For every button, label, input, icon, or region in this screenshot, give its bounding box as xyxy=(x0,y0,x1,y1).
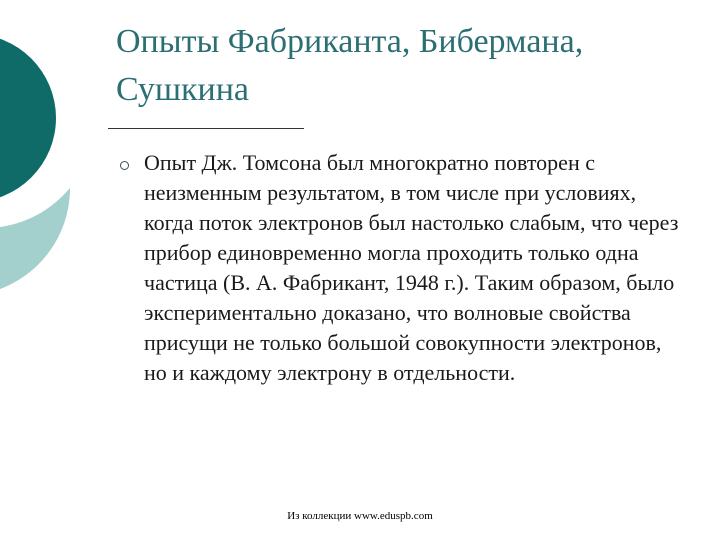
decorative-circles xyxy=(0,0,120,300)
footer-credit: Из коллекции www.eduspb.com xyxy=(287,510,433,522)
decorative-circles-graphic xyxy=(0,0,120,300)
bullet-item xyxy=(118,148,683,388)
bullet-list xyxy=(118,148,683,388)
title-divider xyxy=(108,128,304,129)
bullet-text: Опыт Дж. Томсона был многократно повторен с неизменным результатом, в том числе при условиях, когда поток электронов был настолько слабым, что через прибор единовременно могла проходить только одна частица (В. А. Фабрикант, 1948 г.). Таким образом, было экспериментально доказано, что волновые свойства присущи не только большой совокупности электронов, но и каждому электрону в отдельности. xyxy=(144,150,679,385)
hollow-circle-bullet-icon xyxy=(118,148,144,180)
slide-title: Опыты Фабриканта, Бибермана, Сушкина xyxy=(116,23,584,108)
